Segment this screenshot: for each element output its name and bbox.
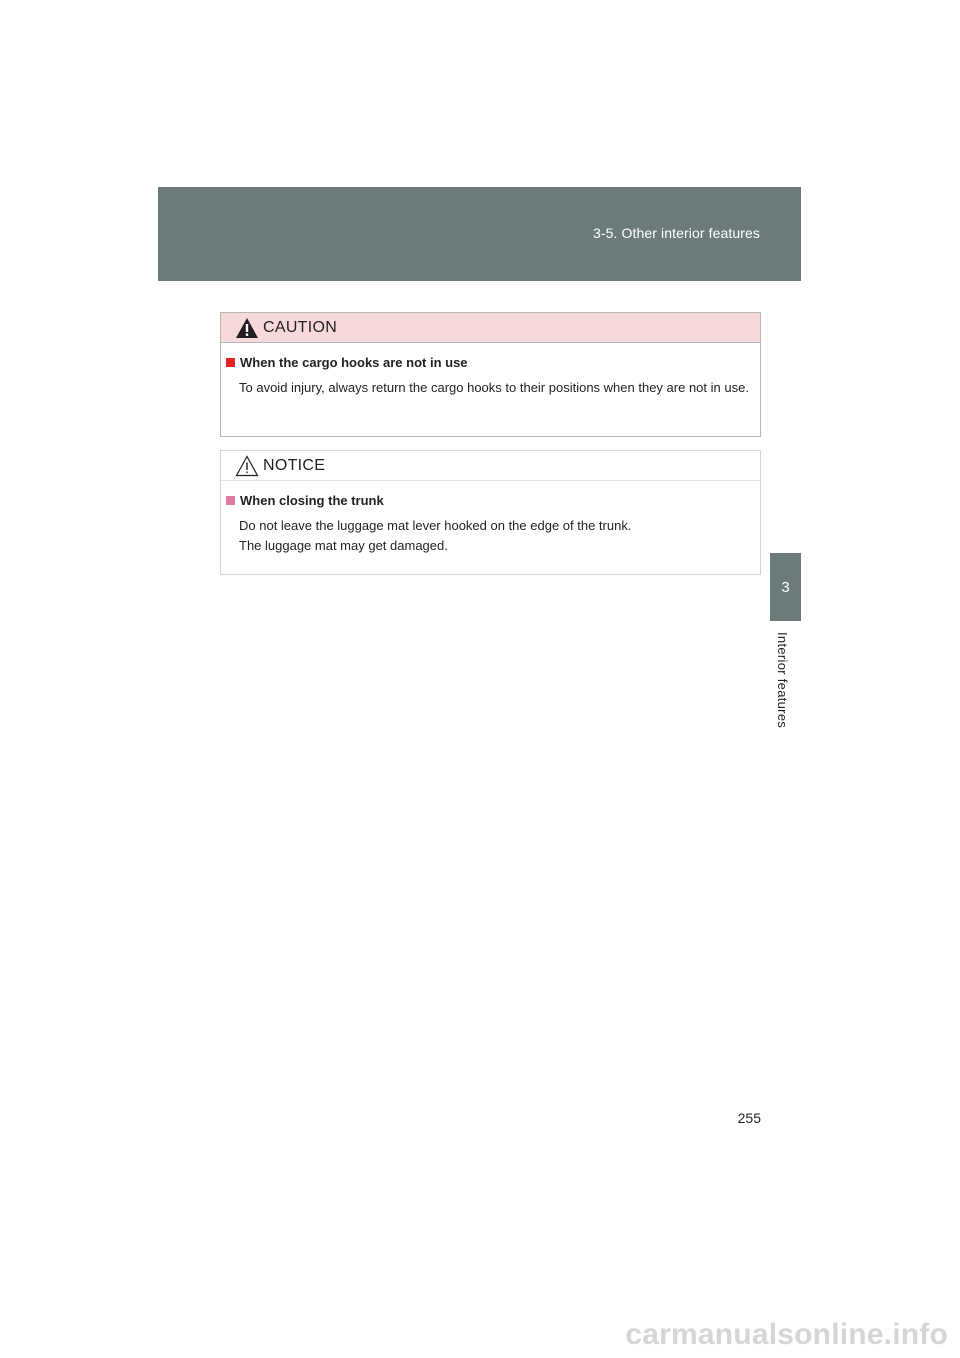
notice-line-1: Do not leave the luggage mat lever hooked on the edge of the trunk. [239, 518, 632, 533]
caution-item-text: To avoid injury, always return the cargo hooks to their positions when they are not in use. [239, 380, 749, 395]
bullet-square-icon [226, 496, 235, 505]
chapter-label: Interior features [775, 632, 790, 729]
warning-triangle-filled-icon [235, 317, 259, 339]
page-number: 255 [737, 1110, 761, 1126]
section-title: 3-5. Other interior features [593, 225, 760, 241]
caution-item-title [226, 355, 754, 370]
caution-heading: CAUTION [263, 318, 338, 336]
bullet-square-icon [226, 358, 235, 367]
warning-triangle-outline-icon [235, 455, 259, 477]
notice-line-2: The luggage mat may get damaged. [239, 538, 448, 553]
notice-box [220, 450, 761, 575]
watermark[interactable]: carmanualsonline.info [625, 1318, 948, 1351]
caution-body [221, 343, 760, 398]
caution-header [221, 313, 760, 343]
caution-box [220, 312, 761, 437]
chapter-tab [770, 553, 801, 621]
caution-item-title-text: When the cargo hooks are not in use [240, 355, 468, 370]
header-band [158, 187, 801, 281]
notice-body [221, 481, 760, 556]
chapter-number: 3 [781, 578, 790, 596]
notice-heading: NOTICE [263, 456, 326, 474]
notice-item-title-text: When closing the trunk [240, 493, 384, 508]
notice-item-text [226, 516, 754, 556]
notice-header [221, 451, 760, 481]
notice-item-title [226, 493, 754, 508]
